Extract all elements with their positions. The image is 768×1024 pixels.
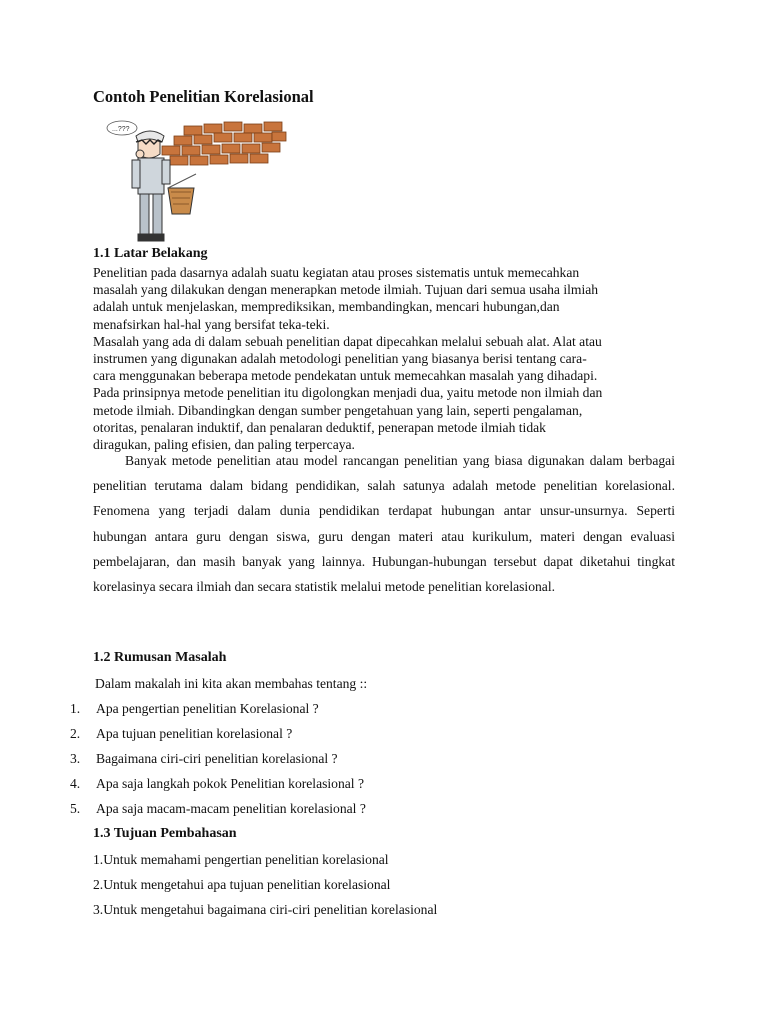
text-line: menafsirkan hal-hal yang bersifat teka-teki.	[93, 316, 330, 332]
list-item: 2.Untuk mengetahui apa tujuan penelitian korelasional	[93, 877, 391, 892]
section-heading-rumusan-masalah: 1.2 Rumusan Masalah	[93, 650, 227, 665]
paragraph-prinsip	[93, 384, 675, 453]
section-heading-latar-belakang: 1.1 Latar Belakang	[93, 246, 208, 261]
list-item: 1.Untuk memahami pengertian penelitian korelasional	[93, 852, 389, 867]
tujuan-goal-list	[93, 851, 437, 926]
list-text: Apa saja langkah pokok Penelitian korelasional ?	[96, 776, 365, 791]
list-text: Apa pengertian penelitian Korelasional ?	[96, 701, 319, 716]
list-number: 4.	[70, 776, 81, 791]
rumusan-question-list	[70, 700, 366, 825]
list-text: Apa tujuan penelitian korelasional ?	[96, 726, 293, 741]
list-item	[70, 750, 366, 775]
list-number: 2.	[70, 726, 81, 741]
section-heading-tujuan-pembahasan: 1.3 Tujuan Pembahasan	[93, 826, 237, 841]
latar-belakang-body	[93, 264, 675, 453]
rumusan-intro: Dalam makalah ini kita akan membahas tentang ::	[95, 676, 368, 691]
list-item	[70, 775, 366, 800]
text-line: adalah untuk menjelaskan, memprediksikan, membandingkan, mencari hubungan,dan	[93, 299, 560, 315]
text-line: metode ilmiah. Dibandingkan dengan sumber pengetahuan yang lain, seperti pengalaman,	[93, 402, 583, 418]
paragraph-metode-korelasional-container	[93, 448, 675, 599]
speech-bubble	[107, 121, 137, 135]
list-number: 1.	[70, 701, 81, 716]
text-line: Masalah yang ada di dalam sebuah penelitian dapat dipecahkan melalui sebuah alat. Alat atau	[93, 333, 602, 349]
text-line: masalah yang dilakukan dengan menerapkan metode ilmiah. Tujuan dari semua usaha ilmiah	[93, 282, 599, 298]
list-number: 5.	[70, 801, 81, 816]
list-item	[70, 800, 366, 825]
list-text: Bagaimana ciri-ciri penelitian korelasional ?	[96, 751, 338, 766]
paragraph-masalah	[93, 333, 675, 385]
paragraph-penelitian	[93, 264, 675, 333]
text-line: cara menggunakan beberapa metode pendekatan untuk memecahkan masalah yang dihadapi.	[93, 368, 598, 384]
document-title: Contoh Penelitian Korelasional	[93, 87, 314, 106]
list-item	[70, 725, 366, 750]
paragraph-metode-korelasional: Banyak metode penelitian atau model rancangan penelitian yang biasa digunakan dalam berbagai penelitian terutama dalam bidang pendidikan, salah satunya adalah metode penelitian korelasional. Fenomena yang terjadi dalam dunia pendidikan terdapat hubungan antar unsur-unsurnya. Seperti hubungan antara guru dengan siswa, guru dengan materi atau kurikulum, materi dengan evaluasi pembelajaran, dan masih banyak yang lainnya. Hubungan-hubungan tersebut dapat diketahui tingkat korelasinya secara ilmiah dan secara statistik melalui metode penelitian korelasional.	[93, 453, 675, 595]
list-number: 3.	[70, 751, 81, 766]
text-line: diragukan, paling efisien, dan paling terpercaya.	[93, 437, 355, 453]
list-text: Apa saja macam-macam penelitian korelasional ?	[96, 801, 366, 816]
text-line: instrumen yang digunakan adalah metodologi penelitian yang biasanya berisi tentang cara-	[93, 351, 587, 367]
worker-with-bricks-illustration	[92, 118, 288, 248]
list-item: 3.Untuk mengetahui bagaimana ciri-ciri penelitian korelasional	[93, 902, 438, 917]
list-item	[70, 700, 366, 725]
text-line: Pada prinsipnya metode penelitian itu digolongkan menjadi dua, yaitu metode non ilmiah dan	[93, 385, 603, 401]
text-line: Penelitian pada dasarnya adalah suatu kegiatan atau proses sistematis untuk memecahkan	[93, 265, 580, 280]
text-line: otoritas, penalaran induktif, dan penalaran deduktif, penerapan metode ilmiah tidak	[93, 419, 546, 435]
speech-bubble-text: ...???	[112, 126, 130, 133]
